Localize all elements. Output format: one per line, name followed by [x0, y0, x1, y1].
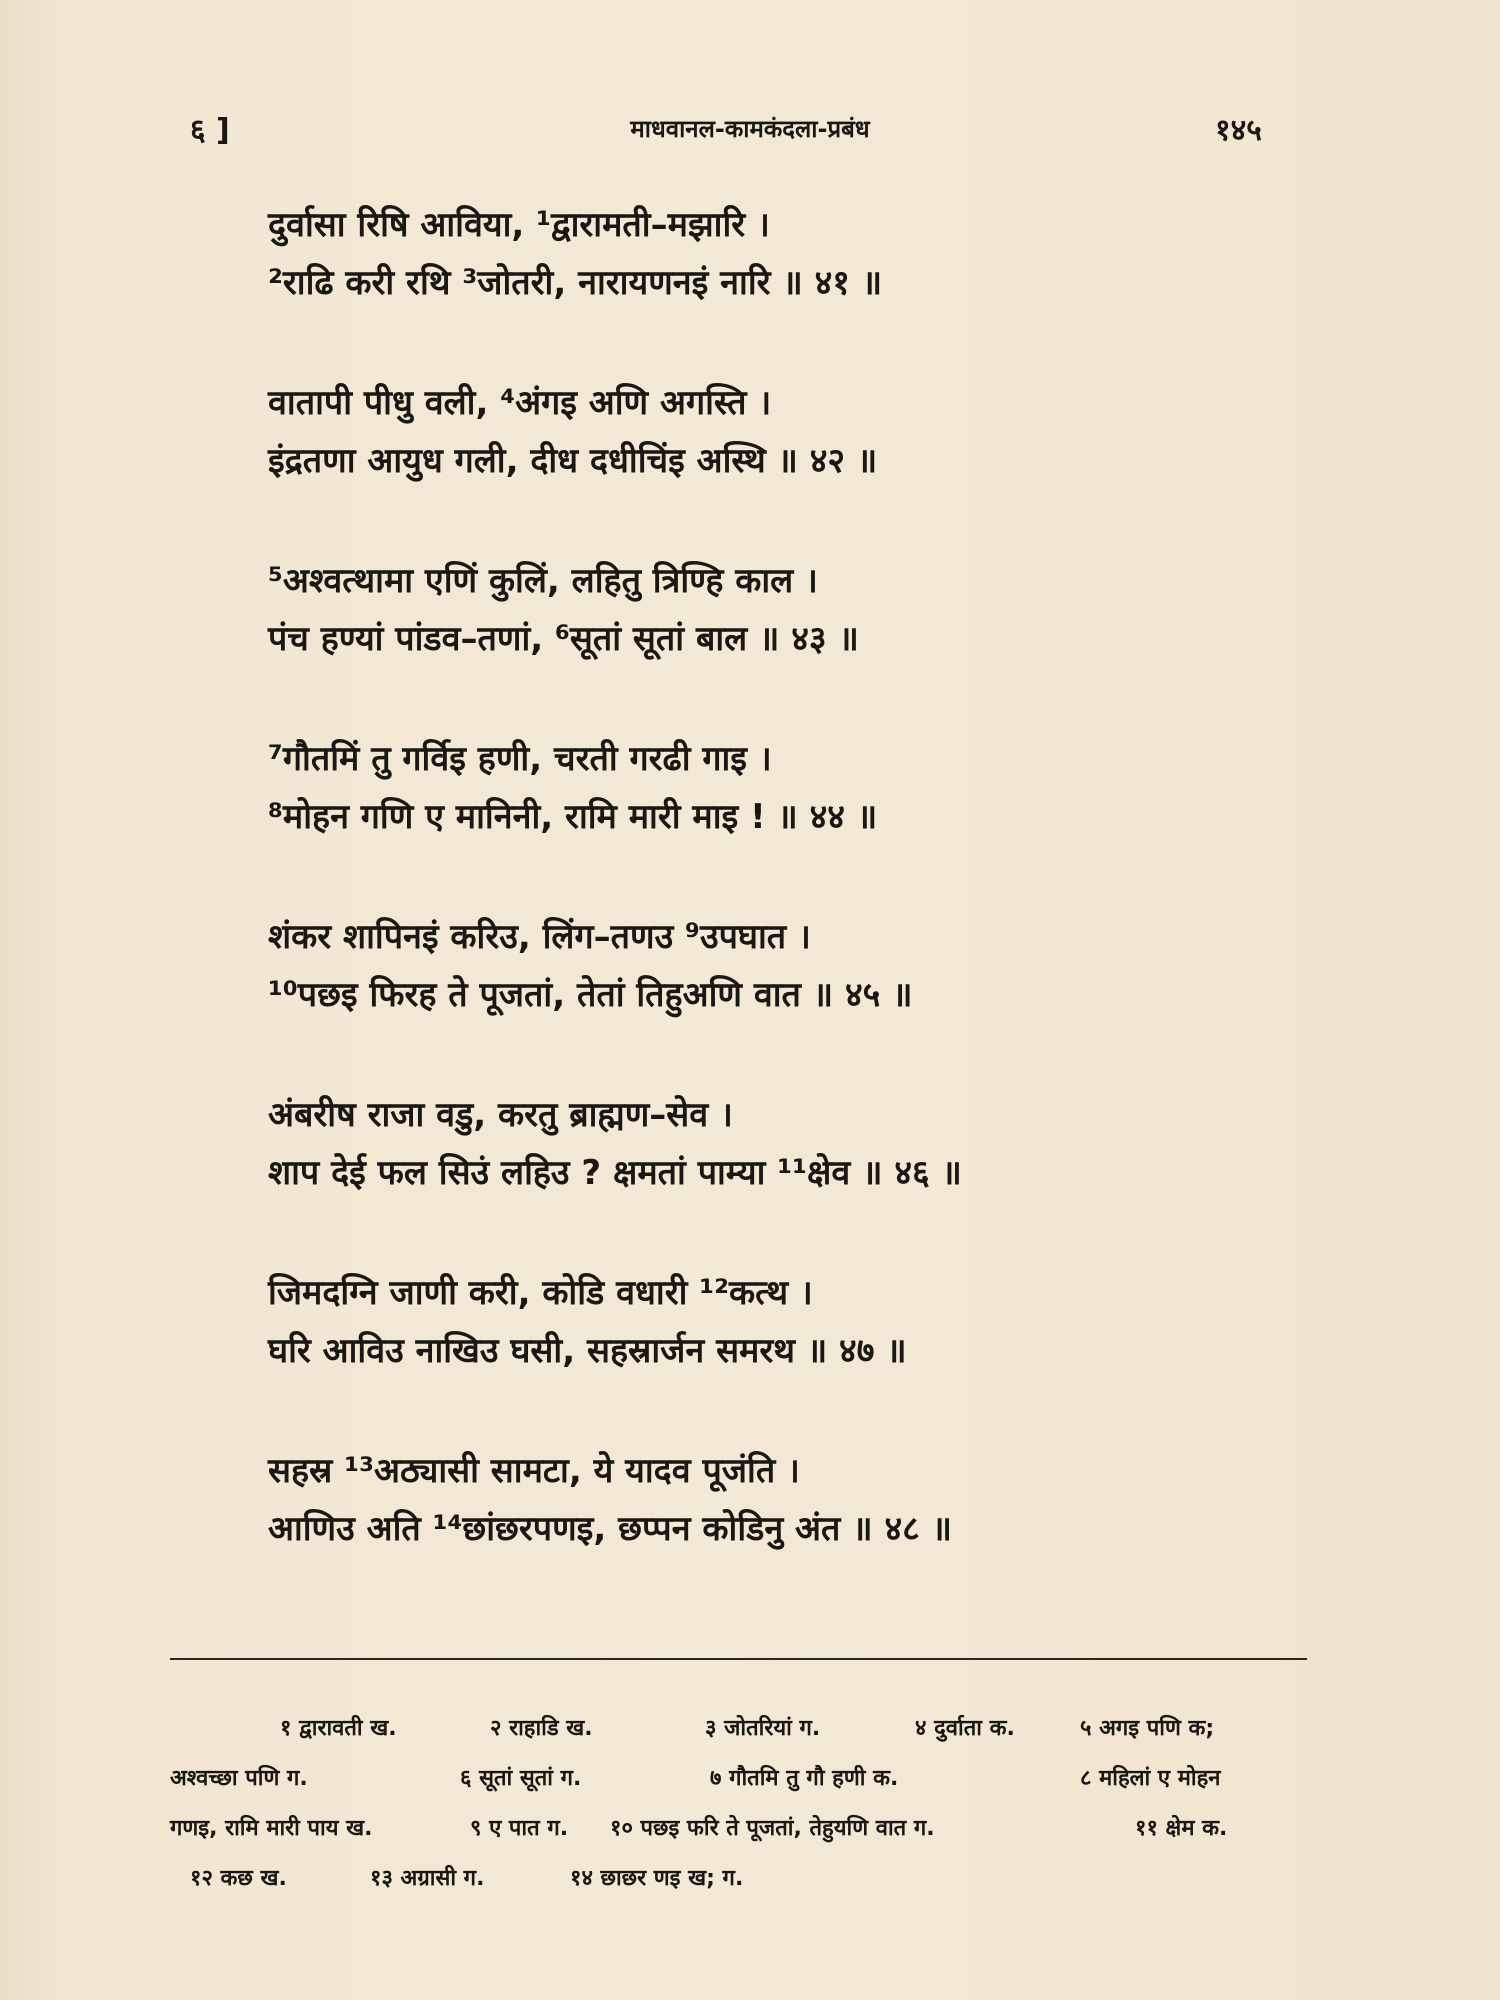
footnote-line [170, 1712, 1310, 1762]
verse-line: अंबरीष राजा वडु, करतु ब्राह्मण–सेव । [268, 1095, 733, 1135]
verse-block [268, 196, 1268, 1620]
footnote: ७ गौतमि तु गौ हणी क. [710, 1766, 899, 1791]
verse-47 [268, 1264, 1268, 1442]
verse-line: ⁵अश्वत्थामा एणिं कुलिं, लहितु त्रिण्हि काल । [268, 561, 818, 601]
verse-line: इंद्रतणा आयुध गली, दीध दधीचिंइ अस्थि ॥ ४२ ॥ [268, 441, 878, 481]
verse-48 [268, 1442, 1268, 1620]
verse-line: आणिउ अति ¹⁴छांछरपणइ, छप्पन कोडिनु अंत ॥ ४८ ॥ [268, 1509, 953, 1549]
verse-41 [268, 196, 1268, 374]
verse-46 [268, 1086, 1268, 1264]
verse-44 [268, 730, 1268, 908]
verse-line: ¹⁰पछइ फिरह ते पूजतां, तेतां तिहुअणि वात ॥ ४५ ॥ [268, 975, 913, 1015]
footnote-line [170, 1762, 1310, 1812]
footnote-line [170, 1812, 1310, 1862]
footnote-line [170, 1862, 1310, 1912]
verse-42 [268, 374, 1268, 552]
footnote-divider [170, 1658, 1307, 1660]
footnote: २ राहाडि ख. [490, 1716, 593, 1741]
footnote: ४ दुर्वाता क. [915, 1716, 1015, 1741]
footnotes [170, 1712, 1310, 1912]
footnote: ६ सूतां सूतां ग. [460, 1766, 582, 1791]
verse-45 [268, 908, 1268, 1086]
footnote: १४ छाछर णइ ख; ग. [570, 1866, 744, 1891]
footnote: अश्वच्छा पणि ग. [170, 1766, 308, 1791]
footnote: ८ महिलां ए मोहन [1080, 1766, 1221, 1791]
footnote: १० पछइ फरि ते पूजतां, तेहुयणि वात ग. [610, 1816, 935, 1841]
verse-line: घरि आविउ नाखिउ घसी, सहस्रार्जन समरथ ॥ ४७ ॥ [268, 1331, 907, 1371]
section-marker: ६ ] [190, 113, 230, 148]
verse-line: ⁷गौतमिं तु गर्विइ हणी, चरती गरढी गाइ । [268, 739, 772, 779]
verse-line: शंकर शापिनइं करिउ, लिंग–तणउ ⁹उपघात । [268, 917, 811, 957]
footnote: १२ कछ ख. [190, 1866, 287, 1891]
footnote: ५ अगइ पणि क; [1080, 1716, 1215, 1741]
footnote: ९ ए पात ग. [470, 1816, 569, 1841]
page-header [0, 108, 1500, 148]
footnote: १३ अग्रासी ग. [370, 1866, 485, 1891]
footnote: १ द्वारावती ख. [280, 1716, 397, 1741]
footnote: गणइ, रामि मारी पाय ख. [170, 1816, 373, 1841]
verse-line: वातापी पीधु वली, ⁴अंगइ अणि अगस्ति । [268, 383, 772, 423]
verse-line: सहस्र ¹³अठ्यासी सामटा, ये यादव पूजंति । [268, 1451, 800, 1491]
verse-43 [268, 552, 1268, 730]
running-title: माधवानल-कामकंदला-प्रबंध [630, 115, 870, 143]
footnote: ११ क्षेम क. [1135, 1816, 1228, 1841]
footnote: ३ जोतरियां ग. [705, 1716, 821, 1741]
verse-line: पंच हण्यां पांडव–तणां, ⁶सूतां सूतां बाल ॥ ४३ ॥ [268, 619, 859, 659]
page-number: १४५ [1215, 113, 1262, 148]
verse-line: शाप देई फल सिउं लहिउ ? क्षमतां पाम्या ¹¹क्षेव ॥ ४६ ॥ [268, 1153, 962, 1193]
verse-line: ⁸मोहन गणि ए मानिनी, रामि मारी माइ ! ॥ ४४ ॥ [268, 797, 878, 837]
verse-line: जिमदग्नि जाणी करी, कोडि वधारी ¹²कत्थ । [268, 1273, 813, 1313]
verse-line: ²राढि करी रथि ³जोतरी, नारायणनइं नारि ॥ ४१ ॥ [268, 263, 883, 303]
verse-line: दुर्वासा रिषि आविया, ¹द्वारामती–मझारि । [268, 205, 770, 245]
